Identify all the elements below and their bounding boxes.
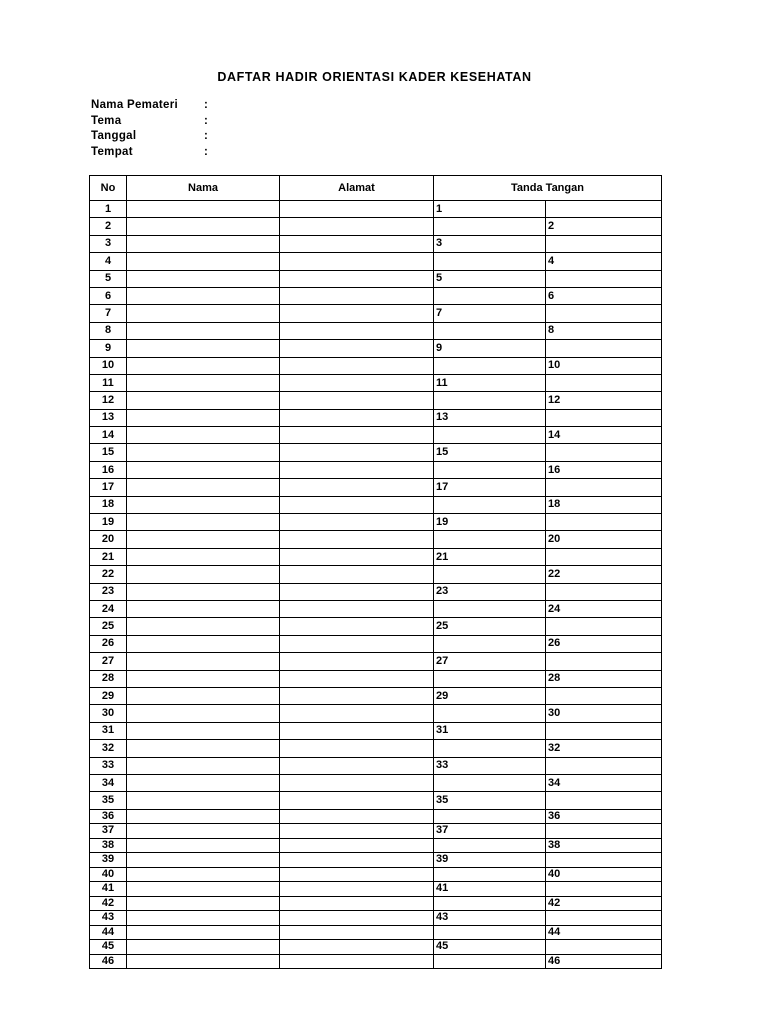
- cell-nama: [127, 514, 280, 531]
- cell-nama: [127, 867, 280, 882]
- table-row: [90, 287, 662, 304]
- cell-ttd-left: [434, 496, 546, 513]
- cell-ttd-right: [546, 479, 662, 496]
- cell-nama: [127, 531, 280, 548]
- table-row: [90, 792, 662, 809]
- cell-nama: [127, 925, 280, 940]
- table-row: [90, 496, 662, 513]
- cell-nama: [127, 740, 280, 757]
- cell-no: 28: [90, 670, 127, 687]
- cell-ttd-right: [546, 201, 662, 218]
- table-row: [90, 340, 662, 357]
- cell-ttd-left: 5: [434, 270, 546, 287]
- cell-ttd-right: 32: [546, 740, 662, 757]
- document-title: DAFTAR HADIR ORIENTASI KADER KESEHATAN: [217, 70, 532, 84]
- table-row: [90, 479, 662, 496]
- cell-alamat: [280, 566, 434, 583]
- cell-ttd-left: [434, 809, 546, 824]
- cell-nama: [127, 479, 280, 496]
- field-label: Tema: [91, 114, 122, 127]
- cell-ttd-left: [434, 357, 546, 374]
- cell-ttd-right: [546, 853, 662, 868]
- cell-alamat: [280, 201, 434, 218]
- cell-nama: [127, 444, 280, 461]
- cell-ttd-left: [434, 531, 546, 548]
- cell-nama: [127, 653, 280, 670]
- cell-ttd-left: 13: [434, 409, 546, 426]
- cell-nama: [127, 496, 280, 513]
- header-nama: Nama: [127, 176, 280, 201]
- table-row: [90, 201, 662, 218]
- table-row: [90, 940, 662, 955]
- cell-alamat: [280, 670, 434, 687]
- cell-nama: [127, 774, 280, 791]
- cell-ttd-left: [434, 774, 546, 791]
- cell-no: 19: [90, 514, 127, 531]
- cell-ttd-right: 38: [546, 838, 662, 853]
- cell-alamat: [280, 287, 434, 304]
- cell-ttd-right: [546, 409, 662, 426]
- cell-alamat: [280, 253, 434, 270]
- cell-alamat: [280, 409, 434, 426]
- header-row: [90, 176, 662, 201]
- cell-alamat: [280, 235, 434, 252]
- cell-no: 25: [90, 618, 127, 635]
- cell-ttd-right: [546, 757, 662, 774]
- cell-nama: [127, 357, 280, 374]
- cell-no: 4: [90, 253, 127, 270]
- cell-ttd-left: 27: [434, 653, 546, 670]
- cell-alamat: [280, 461, 434, 478]
- cell-nama: [127, 882, 280, 897]
- cell-ttd-left: [434, 954, 546, 969]
- cell-nama: [127, 287, 280, 304]
- table-row: [90, 896, 662, 911]
- cell-no: 22: [90, 566, 127, 583]
- cell-ttd-right: [546, 444, 662, 461]
- cell-no: 8: [90, 322, 127, 339]
- cell-alamat: [280, 757, 434, 774]
- table-row: [90, 911, 662, 926]
- cell-no: 12: [90, 392, 127, 409]
- cell-no: 39: [90, 853, 127, 868]
- table-row: [90, 882, 662, 897]
- cell-alamat: [280, 548, 434, 565]
- table-row: [90, 838, 662, 853]
- cell-no: 34: [90, 774, 127, 791]
- cell-ttd-right: [546, 548, 662, 565]
- cell-alamat: [280, 600, 434, 617]
- cell-ttd-left: [434, 740, 546, 757]
- cell-no: 23: [90, 583, 127, 600]
- cell-ttd-right: [546, 270, 662, 287]
- cell-ttd-left: 43: [434, 911, 546, 926]
- cell-ttd-left: 11: [434, 374, 546, 391]
- cell-no: 43: [90, 911, 127, 926]
- cell-no: 41: [90, 882, 127, 897]
- table-row: [90, 427, 662, 444]
- cell-alamat: [280, 722, 434, 739]
- cell-ttd-left: [434, 287, 546, 304]
- cell-nama: [127, 548, 280, 565]
- table-row: [90, 305, 662, 322]
- field-separator: :: [204, 114, 209, 127]
- table-row: [90, 809, 662, 824]
- cell-nama: [127, 792, 280, 809]
- cell-alamat: [280, 705, 434, 722]
- cell-nama: [127, 461, 280, 478]
- cell-alamat: [280, 583, 434, 600]
- cell-nama: [127, 392, 280, 409]
- cell-ttd-right: [546, 882, 662, 897]
- cell-ttd-right: [546, 235, 662, 252]
- cell-nama: [127, 722, 280, 739]
- cell-no: 6: [90, 287, 127, 304]
- cell-ttd-right: 12: [546, 392, 662, 409]
- cell-alamat: [280, 896, 434, 911]
- cell-nama: [127, 600, 280, 617]
- cell-ttd-right: 34: [546, 774, 662, 791]
- cell-ttd-right: 18: [546, 496, 662, 513]
- cell-ttd-right: 46: [546, 954, 662, 969]
- cell-nama: [127, 270, 280, 287]
- field-tema: [91, 114, 391, 130]
- cell-nama: [127, 322, 280, 339]
- table-row: [90, 270, 662, 287]
- field-separator: :: [204, 145, 209, 158]
- table-row: [90, 444, 662, 461]
- cell-no: 42: [90, 896, 127, 911]
- cell-ttd-right: 26: [546, 635, 662, 652]
- table-row: [90, 409, 662, 426]
- table-row: [90, 531, 662, 548]
- attendance-table: [89, 175, 662, 969]
- table-row: [90, 548, 662, 565]
- table-row: [90, 705, 662, 722]
- table-row: [90, 374, 662, 391]
- table-row: [90, 392, 662, 409]
- cell-ttd-right: [546, 618, 662, 635]
- cell-alamat: [280, 774, 434, 791]
- table-body: [90, 201, 662, 969]
- cell-no: 10: [90, 357, 127, 374]
- cell-ttd-right: [546, 722, 662, 739]
- header-no: No: [90, 176, 127, 201]
- cell-alamat: [280, 270, 434, 287]
- field-tanggal: [91, 129, 391, 145]
- cell-nama: [127, 340, 280, 357]
- cell-ttd-right: 10: [546, 357, 662, 374]
- cell-alamat: [280, 635, 434, 652]
- field-separator: :: [204, 130, 209, 143]
- cell-nama: [127, 670, 280, 687]
- cell-nama: [127, 618, 280, 635]
- cell-nama: [127, 940, 280, 955]
- cell-ttd-right: 22: [546, 566, 662, 583]
- cell-ttd-right: [546, 824, 662, 839]
- cell-ttd-left: 33: [434, 757, 546, 774]
- cell-nama: [127, 954, 280, 969]
- table-row: [90, 774, 662, 791]
- cell-alamat: [280, 867, 434, 882]
- cell-alamat: [280, 374, 434, 391]
- cell-ttd-left: 39: [434, 853, 546, 868]
- table-row: [90, 653, 662, 670]
- table-row: [90, 461, 662, 478]
- cell-alamat: [280, 479, 434, 496]
- table-row: [90, 635, 662, 652]
- table-row: [90, 600, 662, 617]
- cell-ttd-left: 3: [434, 235, 546, 252]
- cell-ttd-right: [546, 305, 662, 322]
- cell-ttd-left: [434, 896, 546, 911]
- table-header: [90, 176, 662, 201]
- cell-ttd-right: 24: [546, 600, 662, 617]
- cell-no: 21: [90, 548, 127, 565]
- cell-ttd-left: 23: [434, 583, 546, 600]
- cell-ttd-left: 7: [434, 305, 546, 322]
- cell-no: 1: [90, 201, 127, 218]
- cell-no: 45: [90, 940, 127, 955]
- cell-ttd-left: 25: [434, 618, 546, 635]
- cell-no: 33: [90, 757, 127, 774]
- cell-ttd-left: 17: [434, 479, 546, 496]
- cell-ttd-left: 21: [434, 548, 546, 565]
- cell-ttd-left: [434, 253, 546, 270]
- cell-ttd-left: [434, 670, 546, 687]
- cell-ttd-right: [546, 583, 662, 600]
- cell-no: 38: [90, 838, 127, 853]
- cell-alamat: [280, 444, 434, 461]
- cell-nama: [127, 305, 280, 322]
- table-row: [90, 618, 662, 635]
- cell-nama: [127, 374, 280, 391]
- cell-nama: [127, 809, 280, 824]
- header-alamat: Alamat: [280, 176, 434, 201]
- cell-alamat: [280, 357, 434, 374]
- cell-nama: [127, 235, 280, 252]
- cell-ttd-left: [434, 427, 546, 444]
- cell-alamat: [280, 838, 434, 853]
- cell-alamat: [280, 653, 434, 670]
- cell-no: 37: [90, 824, 127, 839]
- cell-ttd-left: [434, 461, 546, 478]
- cell-ttd-right: 16: [546, 461, 662, 478]
- cell-ttd-left: 37: [434, 824, 546, 839]
- table-row: [90, 322, 662, 339]
- cell-no: 27: [90, 653, 127, 670]
- cell-ttd-left: [434, 867, 546, 882]
- cell-no: 17: [90, 479, 127, 496]
- cell-alamat: [280, 496, 434, 513]
- cell-alamat: [280, 514, 434, 531]
- cell-no: 24: [90, 600, 127, 617]
- cell-no: 44: [90, 925, 127, 940]
- cell-ttd-left: 9: [434, 340, 546, 357]
- table-row: [90, 218, 662, 235]
- cell-no: 40: [90, 867, 127, 882]
- table-row: [90, 954, 662, 969]
- field-separator: :: [204, 99, 209, 111]
- cell-ttd-left: [434, 392, 546, 409]
- cell-nama: [127, 757, 280, 774]
- cell-no: 36: [90, 809, 127, 824]
- cell-alamat: [280, 392, 434, 409]
- field-tempat: [91, 145, 391, 161]
- cell-alamat: [280, 792, 434, 809]
- table-row: [90, 867, 662, 882]
- cell-no: 7: [90, 305, 127, 322]
- cell-nama: [127, 409, 280, 426]
- cell-alamat: [280, 954, 434, 969]
- cell-nama: [127, 566, 280, 583]
- cell-no: 46: [90, 954, 127, 969]
- table-row: [90, 253, 662, 270]
- cell-no: 32: [90, 740, 127, 757]
- cell-ttd-right: 30: [546, 705, 662, 722]
- cell-ttd-left: 1: [434, 201, 546, 218]
- cell-ttd-right: 14: [546, 427, 662, 444]
- cell-no: 2: [90, 218, 127, 235]
- cell-no: 3: [90, 235, 127, 252]
- cell-ttd-left: 35: [434, 792, 546, 809]
- cell-no: 18: [90, 496, 127, 513]
- field-nama-pemateri: [91, 98, 391, 114]
- cell-ttd-right: [546, 940, 662, 955]
- cell-nama: [127, 896, 280, 911]
- info-fields: [91, 98, 391, 160]
- cell-ttd-left: [434, 322, 546, 339]
- cell-ttd-right: 40: [546, 867, 662, 882]
- table-row: [90, 740, 662, 757]
- cell-nama: [127, 824, 280, 839]
- cell-ttd-left: [434, 218, 546, 235]
- cell-no: 9: [90, 340, 127, 357]
- cell-alamat: [280, 218, 434, 235]
- cell-ttd-left: 15: [434, 444, 546, 461]
- table-row: [90, 670, 662, 687]
- cell-alamat: [280, 940, 434, 955]
- cell-alamat: [280, 809, 434, 824]
- table-row: [90, 824, 662, 839]
- cell-no: 13: [90, 409, 127, 426]
- field-label: Tempat: [91, 145, 133, 158]
- table-row: [90, 853, 662, 868]
- cell-no: 5: [90, 270, 127, 287]
- cell-nama: [127, 705, 280, 722]
- cell-ttd-right: [546, 653, 662, 670]
- cell-alamat: [280, 853, 434, 868]
- table-row: [90, 925, 662, 940]
- cell-ttd-left: 31: [434, 722, 546, 739]
- table-row: [90, 722, 662, 739]
- field-label: Nama Pemateri: [91, 99, 178, 111]
- cell-no: 35: [90, 792, 127, 809]
- cell-no: 26: [90, 635, 127, 652]
- cell-nama: [127, 687, 280, 704]
- cell-nama: [127, 201, 280, 218]
- cell-alamat: [280, 911, 434, 926]
- table-row: [90, 357, 662, 374]
- cell-no: 31: [90, 722, 127, 739]
- cell-ttd-left: [434, 705, 546, 722]
- table-row: [90, 235, 662, 252]
- cell-ttd-right: 28: [546, 670, 662, 687]
- cell-alamat: [280, 824, 434, 839]
- cell-nama: [127, 218, 280, 235]
- cell-ttd-right: [546, 792, 662, 809]
- cell-nama: [127, 583, 280, 600]
- cell-ttd-right: [546, 340, 662, 357]
- cell-ttd-left: [434, 566, 546, 583]
- cell-no: 16: [90, 461, 127, 478]
- cell-no: 15: [90, 444, 127, 461]
- cell-alamat: [280, 531, 434, 548]
- cell-ttd-right: [546, 687, 662, 704]
- cell-no: 29: [90, 687, 127, 704]
- cell-nama: [127, 427, 280, 444]
- cell-nama: [127, 253, 280, 270]
- cell-no: 14: [90, 427, 127, 444]
- table-row: [90, 757, 662, 774]
- cell-ttd-right: 44: [546, 925, 662, 940]
- cell-no: 20: [90, 531, 127, 548]
- cell-ttd-left: [434, 838, 546, 853]
- cell-ttd-right: 8: [546, 322, 662, 339]
- cell-ttd-right: [546, 514, 662, 531]
- cell-ttd-right: 36: [546, 809, 662, 824]
- cell-ttd-left: 45: [434, 940, 546, 955]
- cell-ttd-right: 4: [546, 253, 662, 270]
- table-row: [90, 687, 662, 704]
- cell-alamat: [280, 340, 434, 357]
- cell-nama: [127, 635, 280, 652]
- cell-ttd-right: 6: [546, 287, 662, 304]
- cell-alamat: [280, 322, 434, 339]
- cell-ttd-right: 2: [546, 218, 662, 235]
- cell-ttd-left: [434, 600, 546, 617]
- cell-alamat: [280, 882, 434, 897]
- cell-ttd-right: [546, 374, 662, 391]
- cell-no: 30: [90, 705, 127, 722]
- cell-nama: [127, 911, 280, 926]
- cell-alamat: [280, 925, 434, 940]
- cell-no: 11: [90, 374, 127, 391]
- table-row: [90, 583, 662, 600]
- cell-ttd-left: [434, 635, 546, 652]
- cell-alamat: [280, 427, 434, 444]
- cell-ttd-right: [546, 911, 662, 926]
- cell-ttd-left: 19: [434, 514, 546, 531]
- cell-nama: [127, 838, 280, 853]
- header-tanda-tangan: Tanda Tangan: [434, 176, 662, 201]
- cell-alamat: [280, 740, 434, 757]
- field-label: Tanggal: [91, 130, 137, 143]
- cell-ttd-left: [434, 925, 546, 940]
- cell-nama: [127, 853, 280, 868]
- cell-ttd-left: 29: [434, 687, 546, 704]
- cell-alamat: [280, 687, 434, 704]
- cell-ttd-left: 41: [434, 882, 546, 897]
- cell-ttd-right: 42: [546, 896, 662, 911]
- cell-ttd-right: 20: [546, 531, 662, 548]
- cell-alamat: [280, 618, 434, 635]
- table-row: [90, 514, 662, 531]
- cell-alamat: [280, 305, 434, 322]
- table-row: [90, 566, 662, 583]
